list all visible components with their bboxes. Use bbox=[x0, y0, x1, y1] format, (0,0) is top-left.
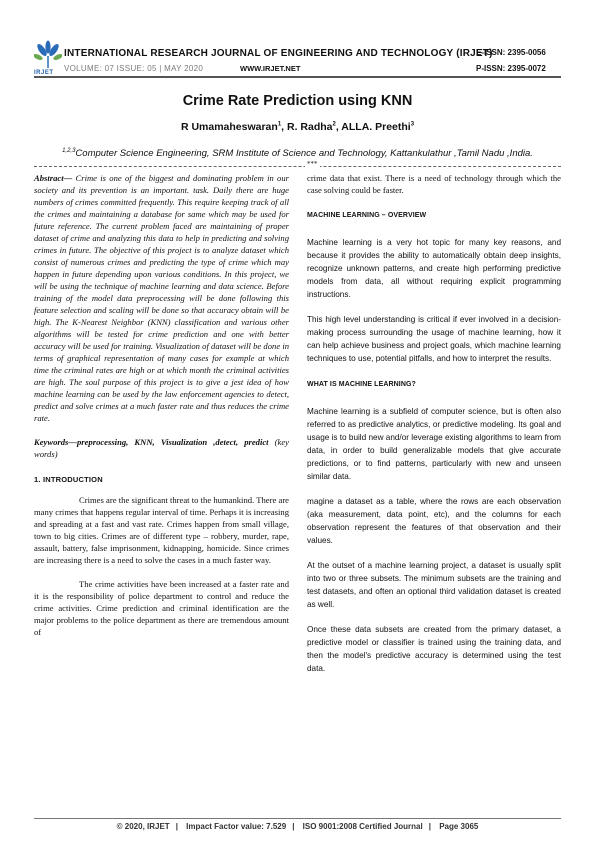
footer-copyright: © 2020, IRJET bbox=[116, 822, 170, 831]
abstract bbox=[34, 172, 289, 424]
section-heading-introduction: 1. INTRODUCTION bbox=[34, 475, 103, 484]
what-paragraph-1: Machine learning is a subfield of computer science, but is often also referred to as predictive analytics, or predictive modeling. Its goal and usage is to build new and/or leverage existing algorithms to learn from data, in order to build generalizable models that give accurate predictions, or to find patterns, particularly with new and unseen similar data. bbox=[307, 407, 561, 481]
what-paragraph-3: At the outset of a machine learning project, a dataset is usually split into two or three subsets. The minimum subsets are the training and test datasets, and often an optional third validation dataset is created as well. bbox=[307, 561, 561, 609]
intro-paragraph-1: Crimes are the significant threat to the humankind. There are many crimes that happens regular interval of time. Perhaps it is increasing and spreading at a fast and vast rate. Crimes happen from small village, town to big cities. Crimes are of different type – robbery, murder, rape, assault, battery, false imprisonment, kidnapping, homicide. Since crimes are increasing there is a need to solve the cases in a much faster way. bbox=[34, 495, 289, 565]
right-column bbox=[307, 172, 561, 675]
footer-impact-factor: Impact Factor value: 7.529 bbox=[186, 822, 287, 831]
keywords bbox=[34, 436, 289, 460]
ml-paragraph-2: This high level understanding is critical if ever involved in a decision-making process surrounding the usage of machine learning, how it can help achieve business and project goals, which machine learning techniques to use, potential pitfalls, and how to interpret the results. bbox=[307, 315, 561, 363]
footer-iso: ISO 9001:2008 Certified Journal bbox=[302, 822, 423, 831]
section-heading-what-is-ml: WHAT IS MACHINE LEARNING? bbox=[307, 381, 416, 388]
paper-title: Crime Rate Prediction using KNN bbox=[182, 93, 413, 109]
intro-paragraph-2: The crime activities have been increased at a faster rate and it is the responsibility of police department to control and reduce the crime activities. Crime prediction and criminal identification are the major problems to the police department as there are tremendous amount of bbox=[34, 579, 289, 637]
p-issn: P-ISSN: 2395-0072 bbox=[476, 64, 546, 73]
affiliation bbox=[0, 148, 595, 159]
what-paragraph-4: Once these data subsets are created from the primary dataset, a predictive model or classifier is trained using the training data, and then the model's predictive accuracy is determined using the test data. bbox=[307, 625, 561, 673]
footer-page-number: Page 3065 bbox=[439, 822, 479, 831]
affiliation-sup: 1,2,3 bbox=[62, 148, 76, 154]
paper-authors bbox=[0, 121, 595, 133]
header-divider bbox=[34, 76, 561, 78]
journal-website[interactable]: WWW.IRJET.NET bbox=[240, 64, 301, 73]
keywords-label: Keywords—preprocessing, KNN, Visualization ,detect, predict bbox=[34, 437, 269, 447]
keywords-note: (key words) bbox=[34, 437, 289, 459]
logo-text: IRJET bbox=[34, 70, 54, 76]
what-paragraph-2: magine a dataset as a table, where the rows are each observation (aka measurement, data point, etc), and the columns for each observation represent the features of that observation and their values. bbox=[307, 497, 561, 545]
author-3-sup: 3 bbox=[410, 121, 415, 128]
irjet-logo-icon bbox=[34, 40, 62, 70]
separator-rule bbox=[34, 166, 561, 167]
page-footer: © 2020, IRJET | Impact Factor value: 7.529 | ISO 9001:2008 Certified Journal | Page 3065 bbox=[116, 822, 479, 831]
author-2-sup: 2 bbox=[332, 121, 336, 128]
author-3: , ALLA. Preethi bbox=[335, 121, 411, 133]
author-2: , R. Radha bbox=[281, 121, 333, 133]
author-1-sup: 1 bbox=[277, 121, 282, 128]
left-column bbox=[34, 172, 289, 638]
separator-stars: *** bbox=[307, 160, 318, 168]
footer-divider bbox=[34, 818, 561, 819]
ml-paragraph-1: Machine learning is a very hot topic for many key reasons, and because it provides the ability to automatically obtain deep insights, recognize unknown patterns, and create high performing predictive models from data, all without requiring explicit programming instructions. bbox=[307, 238, 561, 299]
volume-issue: VOLUME: 07 ISSUE: 05 | MAY 2020 bbox=[64, 64, 204, 73]
journal-title: INTERNATIONAL RESEARCH JOURNAL OF ENGINEERING AND TECHNOLOGY (IRJET) bbox=[64, 48, 493, 59]
e-issn: E-ISSN: 2395-0056 bbox=[476, 48, 546, 57]
intro-continuation: crime data that exist. There is a need of technology through which the case solving could be faster. bbox=[307, 173, 561, 195]
author-1: R Umamaheswaran bbox=[180, 121, 278, 133]
section-heading-ml-overview: MACHINE LEARNING – OVERVIEW bbox=[307, 212, 427, 219]
abstract-text: Crime is one of the biggest and dominating problem in our society and its prevention is an important. task. Daily there are huge numbers of crimes committed frequently. This require keeping track of all the crimes and maintaining a database for same which may be used for future reference. The current problem faced are maintaining of proper dataset of crime and analyzing this data to help in predicting and solving crimes in future. The objective of this project is to analyze dataset which consist of numerous crimes and predicting the type of crime which may happen in future depending upon various conditions. In this project, we will be using the technique of machine learning and data science. Before training of the model data preprocessing will be done following this feature selection and scaling will be done so that accuracy obtain will be high. The K-Nearest Neighbor (KNN) classification and various other algorithms will be tested for crime prediction and one with better accuracy will be used for training. Visualization of dataset will be done in terms of graphical representation of many cases for example at which time the criminal rates are high or at which month the criminal activities are high. The soul purpose of this project is to give a jest idea of how machine learning can be used by the law enforcement agencies to detect, predict and solve crimes at a much faster rate and thus reduces the crime rate. bbox=[34, 173, 289, 423]
abstract-label: Abstract— bbox=[34, 173, 73, 183]
affiliation-text: Computer Science Engineering, SRM Institute of Science and Technology, Kattankulathur ,Tamil Nadu ,India. bbox=[75, 148, 533, 160]
